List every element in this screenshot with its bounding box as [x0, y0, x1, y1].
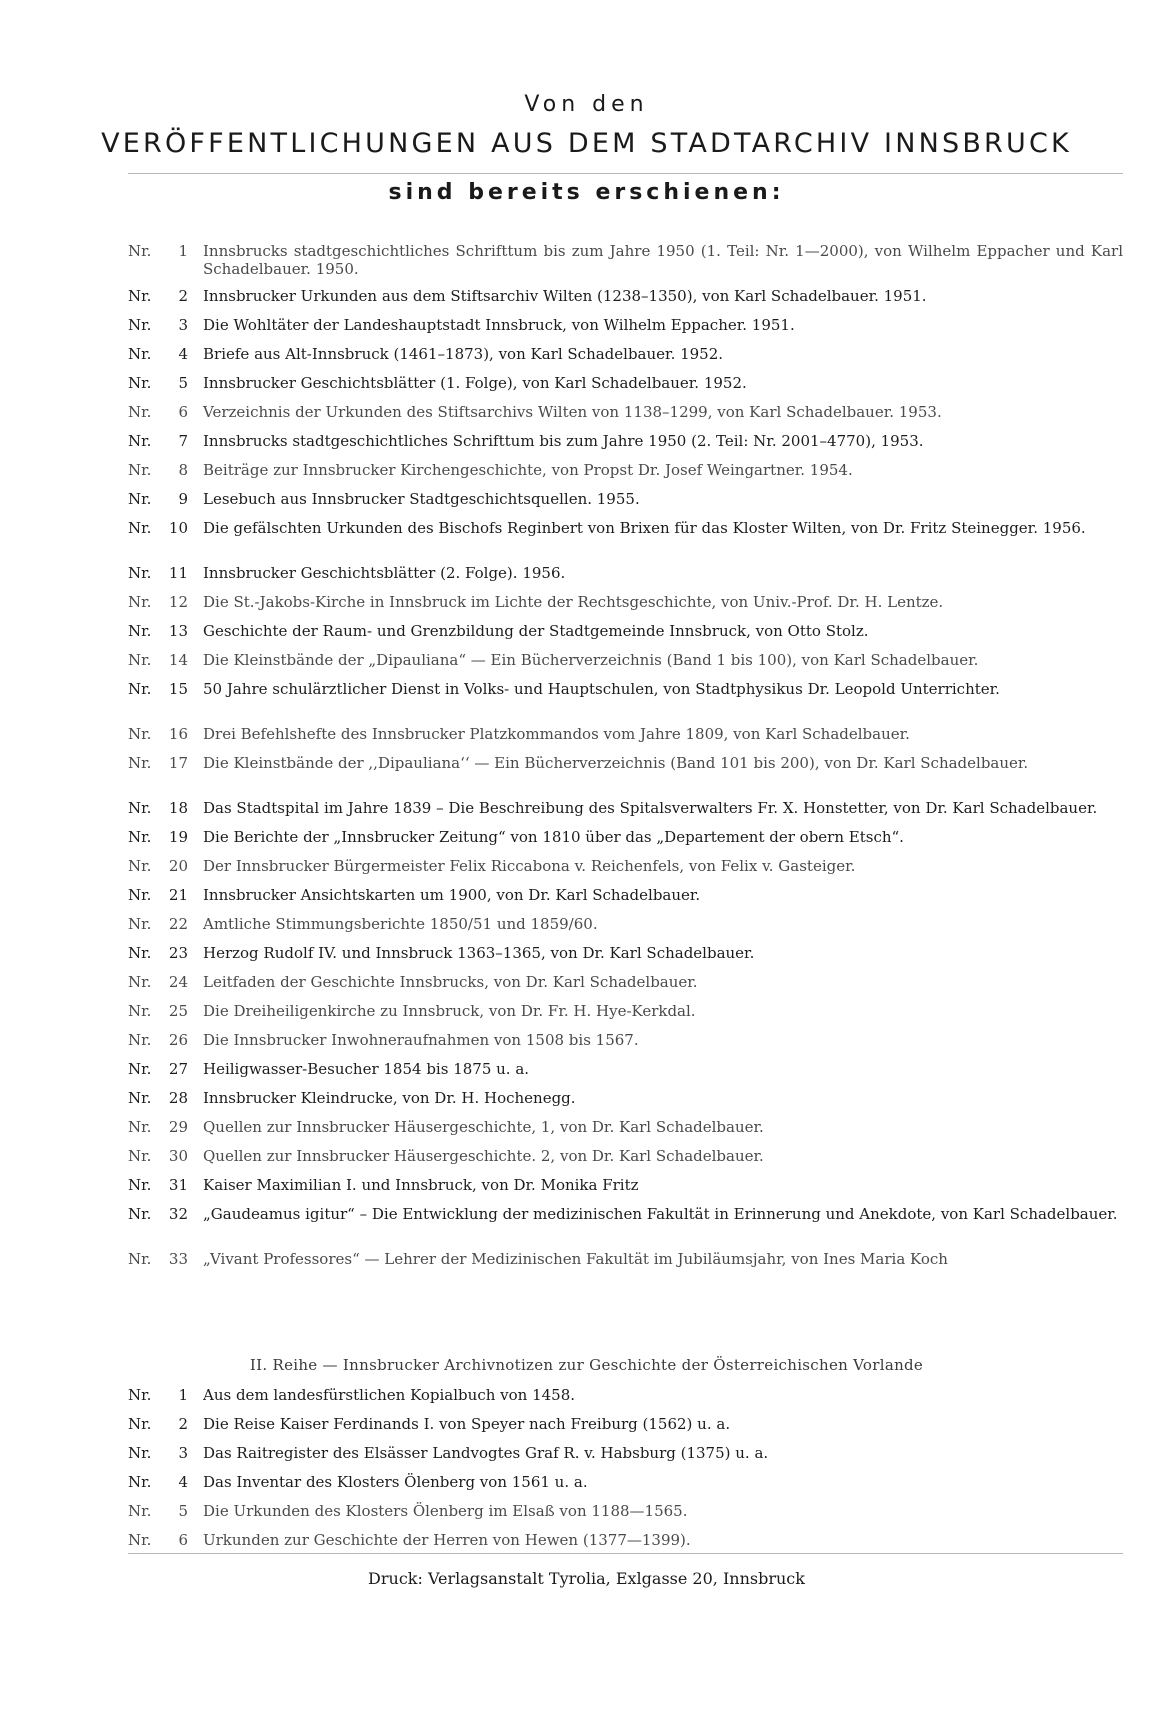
entry-prefix: Nr. — [128, 432, 152, 450]
entry-num: 32 — [168, 1205, 188, 1223]
entry-number — [128, 1118, 188, 1136]
entry-prefix: Nr. — [128, 519, 152, 537]
entry-prefix: Nr. — [128, 857, 152, 875]
entry-number — [128, 754, 188, 772]
entry-prefix: Nr. — [128, 593, 152, 611]
entry-number — [128, 680, 188, 698]
entry-prefix: Nr. — [128, 725, 152, 743]
entry-title: „Gaudeamus igitur“ – Die Entwicklung der medizinischen Fakultät in Erinnerung und Anekdote, von Karl Schadelbauer. — [203, 1205, 1118, 1223]
entry-prefix: Nr. — [128, 1060, 152, 1078]
entry-number — [128, 1473, 188, 1491]
entry-prefix: Nr. — [128, 973, 152, 991]
series-2-title: II. Reihe — Innsbrucker Archivnotizen zur Geschichte der Österreichischen Vorlande — [249, 1356, 924, 1374]
entry-num: 24 — [168, 973, 188, 991]
entry-num: 31 — [168, 1176, 188, 1194]
entry-num: 5 — [178, 1502, 188, 1520]
entry-title: Urkunden zur Geschichte der Herren von Hewen (1377—1399). — [203, 1531, 691, 1549]
entry-number — [128, 1089, 188, 1107]
entry-prefix: Nr. — [128, 1502, 152, 1520]
entry-title: Drei Befehlshefte des Innsbrucker Platzkommandos vom Jahre 1809, von Karl Schadelbauer. — [203, 725, 910, 743]
entry-prefix: Nr. — [128, 490, 152, 508]
entry-number — [128, 1031, 188, 1049]
header-title: VERÖFFENTLICHUNGEN AUS DEM STADTARCHIV INNSBRUCK — [101, 128, 1072, 159]
entry-number — [128, 564, 188, 582]
entry-num: 8 — [178, 461, 188, 479]
entry-num: 13 — [168, 622, 188, 640]
entry-prefix: Nr. — [128, 915, 152, 933]
entry-title: Die Dreiheiligenkirche zu Innsbruck, von Dr. Fr. H. Hye-Kerkdal. — [203, 1002, 696, 1020]
entry-prefix: Nr. — [128, 754, 152, 772]
entry-prefix: Nr. — [128, 403, 152, 421]
entry-num: 14 — [168, 651, 188, 669]
entry-number — [128, 1205, 188, 1223]
entry-title: Innsbrucker Ansichtskarten um 1900, von Dr. Karl Schadelbauer. — [203, 886, 701, 904]
entry-num: 30 — [168, 1147, 188, 1165]
entry-number — [128, 828, 188, 846]
entry-title: Herzog Rudolf IV. und Innsbruck 1363–1365, von Dr. Karl Schadelbauer. — [203, 944, 755, 962]
entry-num: 12 — [168, 593, 188, 611]
entry-num: 3 — [178, 316, 188, 334]
footer-rule — [128, 1553, 1123, 1554]
entry-num: 19 — [168, 828, 188, 846]
entry-number — [128, 1002, 188, 1020]
entry-prefix: Nr. — [128, 828, 152, 846]
entry-number — [128, 374, 188, 392]
entry-prefix: Nr. — [128, 651, 152, 669]
entry-prefix: Nr. — [128, 1089, 152, 1107]
entry-num: 2 — [178, 287, 188, 305]
entry-number — [128, 886, 188, 904]
entry-num: 29 — [168, 1118, 188, 1136]
entry-prefix: Nr. — [128, 1250, 152, 1268]
entry-number — [128, 1415, 188, 1433]
entry-title: Die Berichte der „Innsbrucker Zeitung“ von 1810 über das „Departement der obern Etsch“. — [203, 828, 904, 846]
entry-num: 7 — [178, 432, 188, 450]
entry-title: Innsbrucker Geschichtsblätter (2. Folge). 1956. — [203, 564, 566, 582]
entry-num: 16 — [168, 725, 188, 743]
entry-title: Das Raitregister des Elsässer Landvogtes Graf R. v. Habsburg (1375) u. a. — [203, 1444, 769, 1462]
entry-title: Innsbrucks stadtgeschichtliches Schrifttum bis zum Jahre 1950 (1. Teil: Nr. 1—2000), von Wilhelm Eppacher und Karl Schadelbauer. 1950. — [203, 242, 1123, 278]
entry-title: Quellen zur Innsbrucker Häusergeschichte. 2, von Dr. Karl Schadelbauer. — [203, 1147, 764, 1165]
entry-num: 6 — [178, 1531, 188, 1549]
entry-num: 2 — [178, 1415, 188, 1433]
entry-title: Aus dem landesfürstlichen Kopialbuch von 1458. — [203, 1386, 576, 1404]
entry-number — [128, 1250, 188, 1268]
entry-number — [128, 403, 188, 421]
header-line-1: Von den — [524, 92, 649, 117]
entry-prefix: Nr. — [128, 1002, 152, 1020]
entry-number — [128, 973, 188, 991]
entry-title: Die Reise Kaiser Ferdinands I. von Speyer nach Freiburg (1562) u. a. — [203, 1415, 731, 1433]
entry-number — [128, 345, 188, 363]
entry-num: 28 — [168, 1089, 188, 1107]
entry-title: Geschichte der Raum- und Grenzbildung der Stadtgemeinde Innsbruck, von Otto Stolz. — [203, 622, 869, 640]
header-rule — [128, 173, 1123, 174]
entry-prefix: Nr. — [128, 886, 152, 904]
header-line-3: sind bereits erschienen: — [388, 180, 785, 205]
entry-prefix: Nr. — [128, 1031, 152, 1049]
entry-title: Der Innsbrucker Bürgermeister Felix Riccabona v. Reichenfels, von Felix v. Gasteiger. — [203, 857, 856, 875]
entry-num: 9 — [178, 490, 188, 508]
entry-title: Die Urkunden des Klosters Ölenberg im Elsaß von 1188—1565. — [203, 1502, 688, 1520]
entry-prefix: Nr. — [128, 242, 152, 260]
entry-title: Die gefälschten Urkunden des Bischofs Reginbert von Brixen für das Kloster Wilten, von Dr. Fritz Steinegger. 1956. — [203, 519, 1086, 537]
entry-title: Quellen zur Innsbrucker Häusergeschichte, 1, von Dr. Karl Schadelbauer. — [203, 1118, 764, 1136]
entry-number — [128, 1176, 188, 1194]
entry-prefix: Nr. — [128, 1444, 152, 1462]
entry-title: Lesebuch aus Innsbrucker Stadtgeschichtsquellen. 1955. — [203, 490, 640, 508]
entry-title: Beiträge zur Innsbrucker Kirchengeschichte, von Propst Dr. Josef Weingartner. 1954. — [203, 461, 853, 479]
entry-num: 4 — [178, 345, 188, 363]
entry-number — [128, 915, 188, 933]
entry-number — [128, 1386, 188, 1404]
entry-number — [128, 593, 188, 611]
entry-prefix: Nr. — [128, 622, 152, 640]
entry-number — [128, 1531, 188, 1549]
entry-prefix: Nr. — [128, 374, 152, 392]
entry-number — [128, 799, 188, 817]
entry-prefix: Nr. — [128, 1176, 152, 1194]
entry-prefix: Nr. — [128, 1415, 152, 1433]
entry-prefix: Nr. — [128, 1205, 152, 1223]
entry-title: Verzeichnis der Urkunden des Stiftsarchivs Wilten von 1138–1299, von Karl Schadelbauer. 1953. — [203, 403, 942, 421]
entry-num: 10 — [168, 519, 188, 537]
entry-title: Kaiser Maximilian I. und Innsbruck, von Dr. Monika Fritz — [203, 1176, 639, 1194]
entry-num: 11 — [168, 564, 188, 582]
entry-title: Heiligwasser-Besucher 1854 bis 1875 u. a. — [203, 1060, 530, 1078]
entry-number — [128, 461, 188, 479]
entry-num: 6 — [178, 403, 188, 421]
entry-title: Die Kleinstbände der ,,Dipauliana‘‘ — Ein Bücherverzeichnis (Band 101 bis 200), von Dr. Karl Schadelbauer. — [203, 754, 1029, 772]
entry-num: 5 — [178, 374, 188, 392]
entry-prefix: Nr. — [128, 1473, 152, 1491]
entry-number — [128, 1444, 188, 1462]
entry-title: Innsbrucks stadtgeschichtliches Schrifttum bis zum Jahre 1950 (2. Teil: Nr. 2001–4770), 1953. — [203, 432, 924, 450]
entry-num: 33 — [168, 1250, 188, 1268]
entry-num: 15 — [168, 680, 188, 698]
entry-prefix: Nr. — [128, 1531, 152, 1549]
entry-title: Die Wohltäter der Landeshauptstadt Innsbruck, von Wilhelm Eppacher. 1951. — [203, 316, 795, 334]
entry-num: 3 — [178, 1444, 188, 1462]
entry-number — [128, 242, 188, 260]
entry-title: Die Kleinstbände der „Dipauliana“ — Ein Bücherverzeichnis (Band 1 bis 100), von Karl Schadelbauer. — [203, 651, 979, 669]
entry-prefix: Nr. — [128, 564, 152, 582]
entry-title: Amtliche Stimmungsberichte 1850/51 und 1859/60. — [203, 915, 598, 933]
entry-title: Innsbrucker Urkunden aus dem Stiftsarchiv Wilten (1238–1350), von Karl Schadelbauer. 1951. — [203, 287, 927, 305]
entry-prefix: Nr. — [128, 944, 152, 962]
entry-title: Die St.-Jakobs-Kirche in Innsbruck im Lichte der Rechtsgeschichte, von Univ.-Prof. Dr. H. Lentze. — [203, 593, 944, 611]
entry-number — [128, 622, 188, 640]
entry-number — [128, 1147, 188, 1165]
entry-number — [128, 1060, 188, 1078]
entry-num: 23 — [168, 944, 188, 962]
entry-prefix: Nr. — [128, 1386, 152, 1404]
entry-title: Briefe aus Alt-Innsbruck (1461–1873), von Karl Schadelbauer. 1952. — [203, 345, 724, 363]
entry-prefix: Nr. — [128, 461, 152, 479]
entry-prefix: Nr. — [128, 1147, 152, 1165]
entry-number — [128, 519, 188, 537]
entry-prefix: Nr. — [128, 680, 152, 698]
entry-title: Das Inventar des Klosters Ölenberg von 1561 u. a. — [203, 1473, 588, 1491]
entry-prefix: Nr. — [128, 345, 152, 363]
entry-num: 26 — [168, 1031, 188, 1049]
entry-prefix: Nr. — [128, 287, 152, 305]
printer-imprint: Druck: Verlagsanstalt Tyrolia, Exlgasse 20, Innsbruck — [368, 1569, 805, 1588]
entry-num: 22 — [168, 915, 188, 933]
entry-prefix: Nr. — [128, 316, 152, 334]
entry-number — [128, 316, 188, 334]
entry-num: 4 — [178, 1473, 188, 1491]
entry-number — [128, 651, 188, 669]
entry-number — [128, 490, 188, 508]
entry-number — [128, 857, 188, 875]
entry-num: 1 — [178, 1386, 188, 1404]
entry-title: 50 Jahre schulärztlicher Dienst in Volks- und Hauptschulen, von Stadtphysikus Dr. Leopold Unterrichter. — [203, 680, 1000, 698]
entry-number — [128, 944, 188, 962]
entry-prefix: Nr. — [128, 1118, 152, 1136]
entry-title: Innsbrucker Kleindrucke, von Dr. H. Hochenegg. — [203, 1089, 576, 1107]
entry-num: 27 — [168, 1060, 188, 1078]
entry-num: 25 — [168, 1002, 188, 1020]
entry-num: 1 — [178, 242, 188, 260]
entry-num: 17 — [168, 754, 188, 772]
entry-number — [128, 725, 188, 743]
entry-number — [128, 287, 188, 305]
entry-num: 20 — [168, 857, 188, 875]
entry-num: 21 — [168, 886, 188, 904]
entry-title: Innsbrucker Geschichtsblätter (1. Folge), von Karl Schadelbauer. 1952. — [203, 374, 747, 392]
entry-title: Leitfaden der Geschichte Innsbrucks, von Dr. Karl Schadelbauer. — [203, 973, 698, 991]
entry-num: 18 — [168, 799, 188, 817]
entry-prefix: Nr. — [128, 799, 152, 817]
entry-title: Das Stadtspital im Jahre 1839 – Die Beschreibung des Spitalsverwalters Fr. X. Honstetter, von Dr. Karl Schadelbauer. — [203, 799, 1098, 817]
entry-title: Die Innsbrucker Inwohneraufnahmen von 1508 bis 1567. — [203, 1031, 639, 1049]
entry-number — [128, 432, 188, 450]
entry-title: „Vivant Professores“ — Lehrer der Medizinischen Fakultät im Jubiläumsjahr, von Ines Maria Koch — [203, 1250, 948, 1268]
entry-number — [128, 1502, 188, 1520]
